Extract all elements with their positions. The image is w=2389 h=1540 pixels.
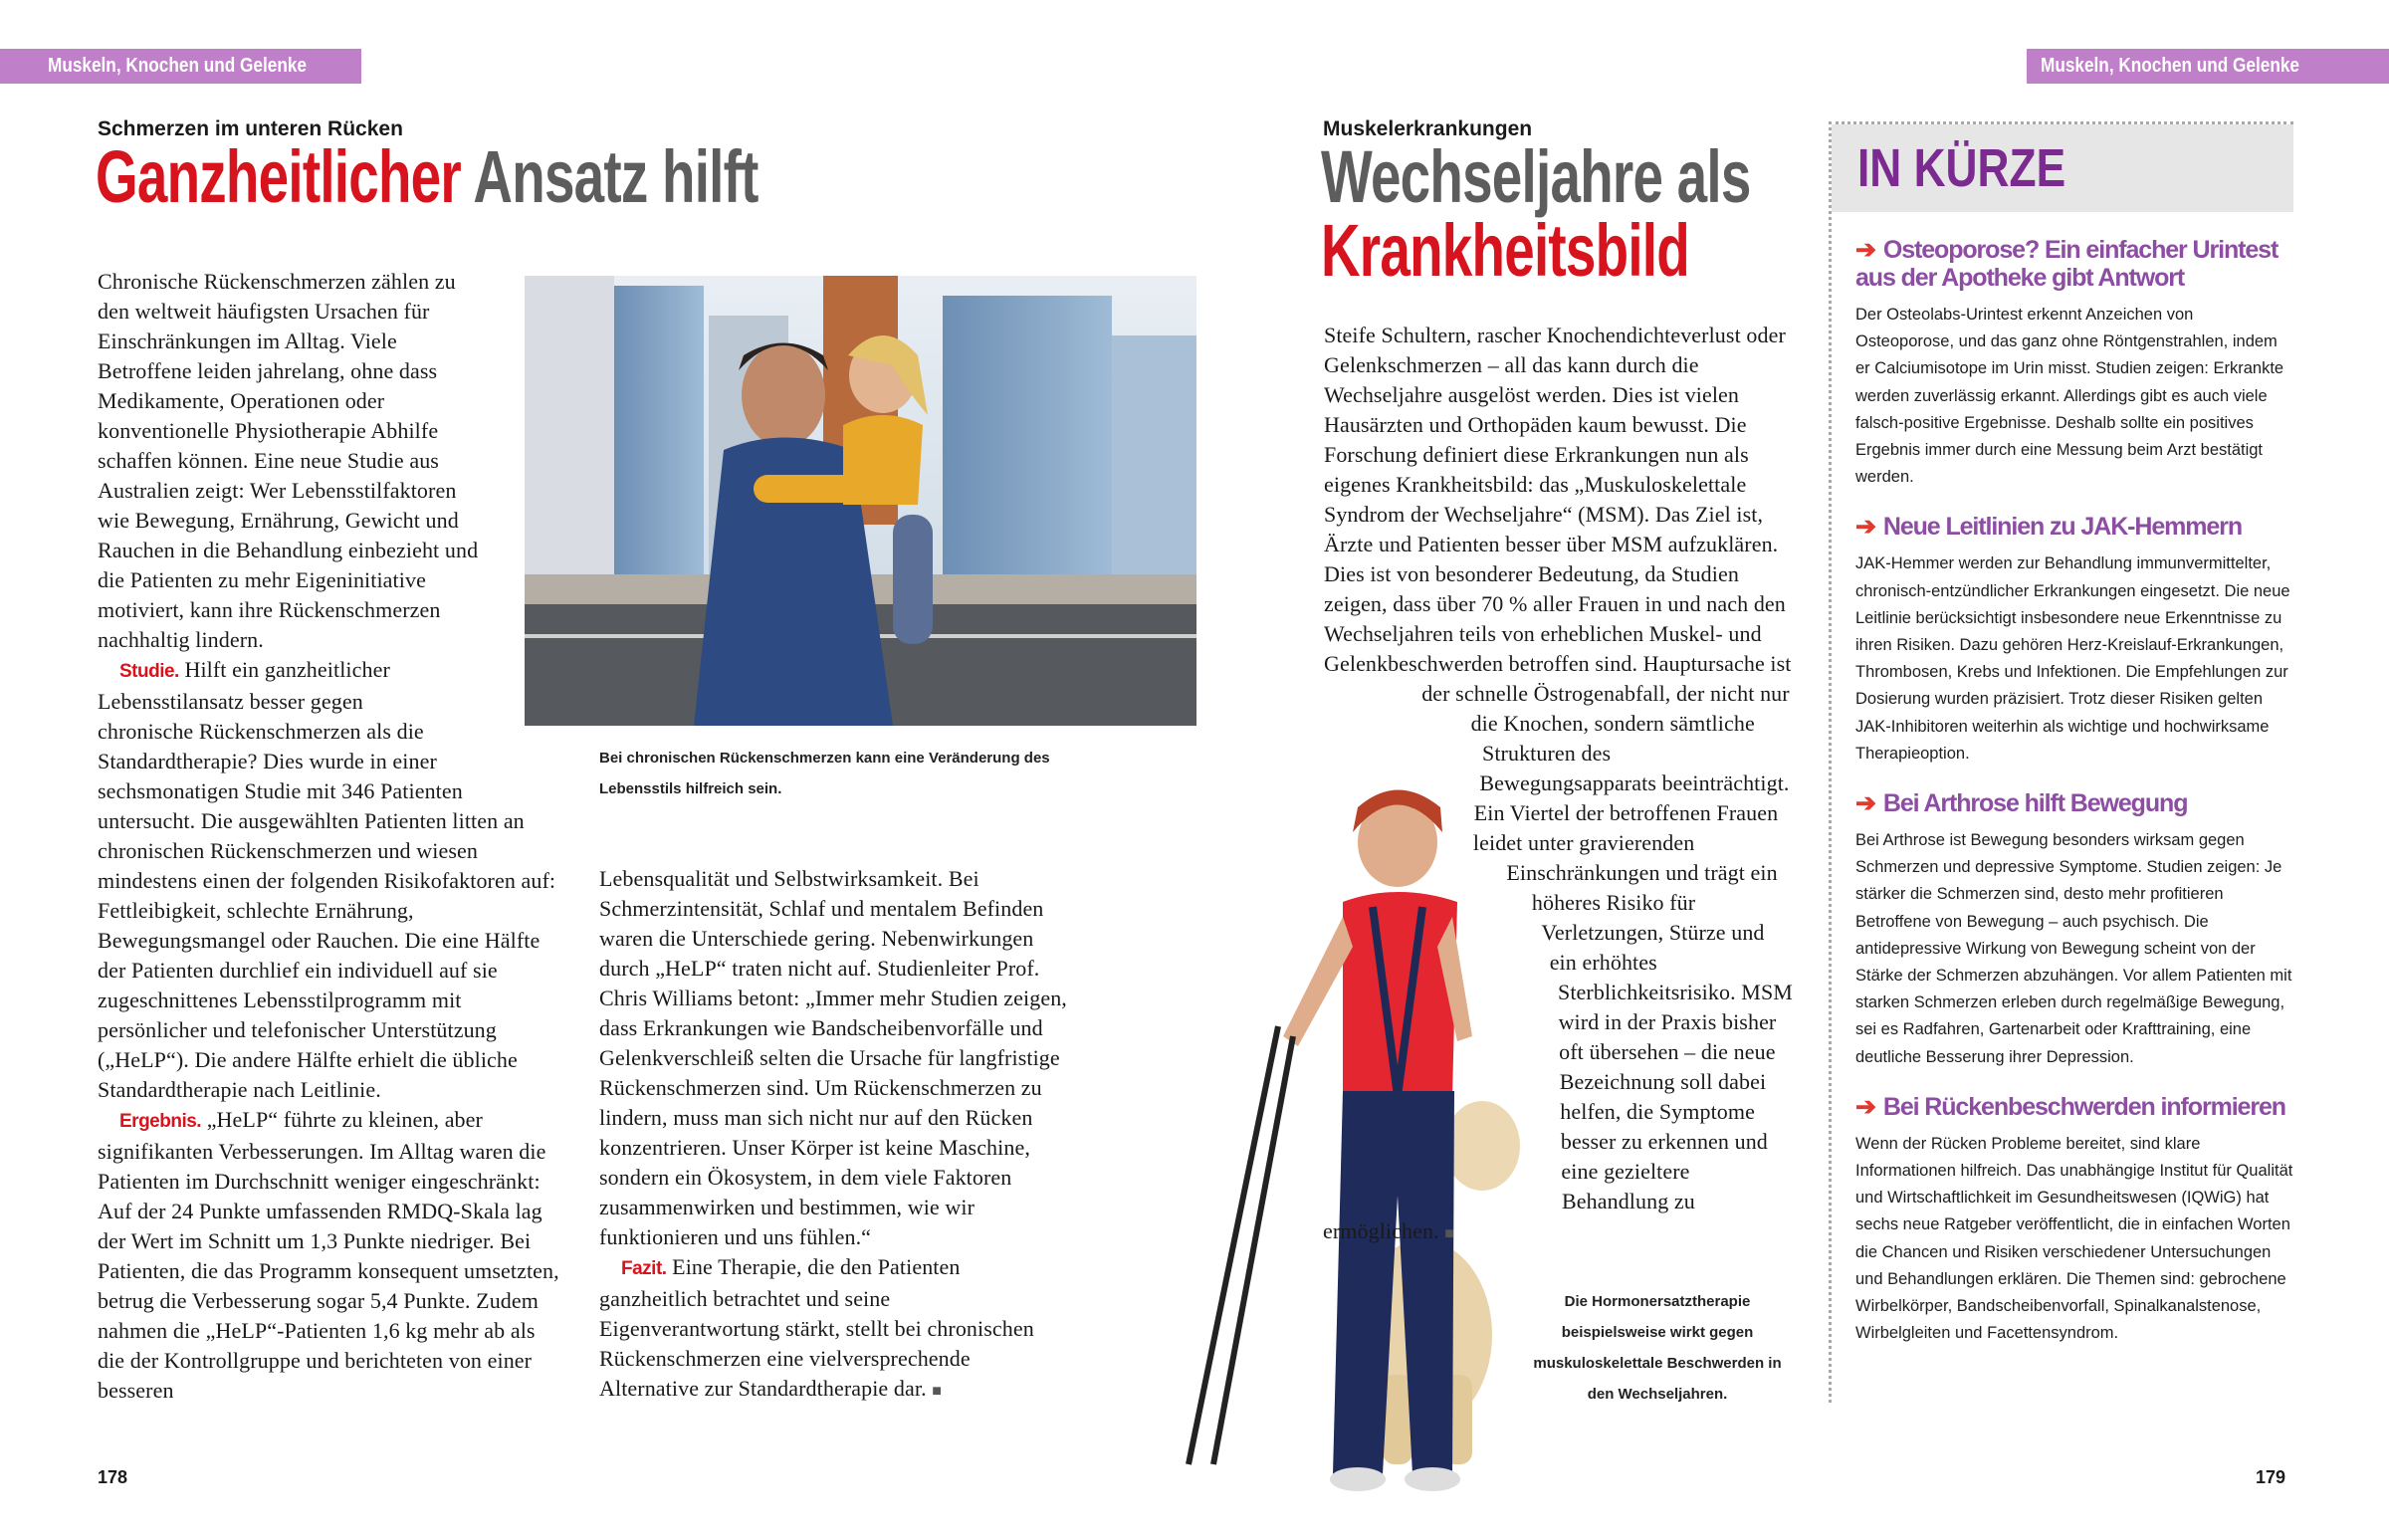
paragraph-continuation: Lebensqualität und Selbstwirksamkeit. Bei Schmerzintensität, Schlaf und mentalem Befinden waren die Unterschiede gering. Nebenwirkungen durch „HeLP“ traten nicht auf. Studienleiter Prof. Chris Williams betont: „Immer mehr Studien zeigen, dass Erkrankungen wie Bandscheibenvorfälle und Gelenkverschleiß selten die Ursache für langfristige Rückenschmerzen sind. Um Rückenschmerzen zu lindern, muss man sich nicht nur auf den Rücken konzentrieren. Unser Körper ist keine Maschine, sondern ein Ökosystem, in dem viele Faktoren zusammenwirken und bestimmen, wie wir funktionieren und uns fühlen.“ xyxy=(599,866,1067,1249)
paragraph-intro: Chronische Rückenschmerzen zählen zu den weltweit häufigsten Ursachen für Einschränkungen im Alltag. Viele Betroffene leiden jahrelang, ohne dass Medikamente, Operationen oder konventionelle Physiotherapie Abhilfe schaffen können. Eine neue Studie aus Australien zeigt: Wer Lebensstilfaktoren wie Bewegung, Ernährung, Gewicht und Rauchen in die Behandlung einbezieht und die Patienten zu mehr Eigeninitiative motiviert, kann ihre Rückenschmerzen nachhaltig lindern. xyxy=(98,269,479,652)
arrow-right-icon: ➔ xyxy=(1855,789,1875,818)
section-tag-left xyxy=(0,49,361,84)
section-tag-label: Muskeln, Knochen und Gelenke xyxy=(2041,55,2299,77)
photo-image xyxy=(525,276,1196,726)
news-item xyxy=(1855,789,2293,1071)
news-heading xyxy=(1855,236,2293,292)
photo-caption: Bei chronischen Rückenschmerzen kann eine Veränderung des Lebensstils hilfreich sein. xyxy=(599,750,1050,797)
news-text: Wenn der Rücken Probleme bereitet, sind klare Informationen hilfreich. Das unabhängige Institut für Qualität und Wirtschaftlichkeit im Gesundheitswesen (IQWiG) hat sechs neue Ratgeber veröffentlicht, die in einfachen Worten die Chancen und Risiken verschiedener Untersuchungen und Behandlungen erklären. Die Themen sind: gebrochene Wirbelkörper, Bandscheibenvorfall, Spinalkanalstenose, Wirbelgleiten und Facettensyndrom. xyxy=(1855,1134,2293,1343)
section-tag-right xyxy=(2027,49,2389,84)
paragraph-text: Hilft ein ganzheitlicher Lebensstilansatz besser gegen chronische Rückenschmerzen als die Standardtherapie? Dies wurde in einer sechsmonatigen Studie mit 346 Patienten untersucht. Die ausgewählten Patienten litten an chronischen Rückenschmerzen und wiesen mindestens einen der folgenden Risikofaktoren auf: Fettleibigkeit, schlechte Ernährung, Bewegungsmangel oder Rauchen. Die eine Hälfte der Patienten durchlief ein individuell auf sie zugeschnittenes Lebensstilprogramm mit persönlicher und telefonischer Unterstützung („HeLP“). Die andere Hälfte erhielt die übliche Standardtherapie nach Leitlinie. xyxy=(98,657,556,1102)
photo-father-daughter xyxy=(525,276,1196,726)
news-text: JAK-Hemmer werden zur Behandlung immunvermittelter, chronisch-entzündlicher Erkrankungen eingesetzt. Die neue Leitlinie berücksichtigt insbesondere neue Erkenntnisse zu ihren Risiken. Dazu gehören Herz-Kreislauf-Erkrankungen, Thrombosen, Krebs und Infektionen. Die Empfehlungen zur Dosierung wurden präzisiert. Trotz dieser Risiken gelten JAK-Inhibitoren weiterhin als wichtige und hochwirksame Therapieoption. xyxy=(1855,554,2290,763)
lead-ergebnis: Ergebnis. xyxy=(119,1111,202,1132)
page-number-left: 178 xyxy=(98,1467,128,1487)
arrow-right-icon: ➔ xyxy=(1855,513,1875,542)
headline-gray: Ansatz hilft xyxy=(473,135,759,218)
news-item xyxy=(1855,236,2293,491)
end-mark-icon: ■ xyxy=(1444,1225,1455,1242)
article-kicker: Schmerzen im unteren Rücken xyxy=(98,117,403,140)
article-headline xyxy=(96,135,759,218)
paragraph-text: „HeLP“ führte zu kleinen, aber signifikanten Verbesserungen. Im Alltag waren die Patienten im Durchschnitt weniger eingeschränkt: Auf der 24 Punkte umfassenden RMDQ-Skala lag der Wert im Schnitt um 1,3 Punkte niedriger. Bei Patienten, die das Programm konsequent umsetzten, betrug die Verbesserung sogar 5,4 Punkte. Zudem nahmen die „HeLP“-Patienten 1,6 kg mehr ab als die der Kontrollgruppe und berichteten von einer besseren xyxy=(98,1107,559,1403)
in-kuerze-list xyxy=(1832,212,2293,1348)
article-kicker: Muskelerkrankungen xyxy=(1323,117,1533,140)
news-text: Bei Arthrose ist Bewegung besonders wirksam gegen Schmerzen und depressive Symptome. Studien zeigen: Je stärker die Schmerzen sind, desto mehr profitieren Betroffene von Bewegung – auch psychisch. Die antidepressive Wirkung von Bewegung scheint von der Stärke der Schmerzen abzuhängen. Vor allem Patienten mit starken Schmerzen erleben durch regelmäßige Bewegung, sei es Radfahren, Gartenarbeit oder Krafttraining, eine deutliche Besserung ihrer Depression. xyxy=(1855,831,2292,1066)
paragraph-fazit xyxy=(599,1252,1072,1407)
in-kuerze-title: IN KÜRZE xyxy=(1857,138,2066,198)
end-mark-icon: ■ xyxy=(932,1383,943,1400)
headline-gray: Wechseljahre als xyxy=(1321,135,1751,218)
in-kuerze-box xyxy=(1829,121,2293,1403)
news-heading xyxy=(1855,789,2293,817)
news-item xyxy=(1855,513,2293,768)
paragraph-text: Eine Therapie, die den Patienten ganzheitlich betrachtet und seine Eigenverantwortung stärkt, stellt bei chronischen Rückenschmerzen eine vielversprechende Alternative zur Standardtherapie dar. xyxy=(599,1254,1034,1401)
paragraph-ergebnis xyxy=(98,1105,565,1406)
arrow-right-icon: ➔ xyxy=(1855,236,1875,264)
lead-fazit: Fazit. xyxy=(621,1258,667,1279)
article-body-column-1 xyxy=(98,267,565,1406)
arrow-right-icon: ➔ xyxy=(1855,1092,1875,1121)
lead-studie: Studie. xyxy=(119,661,179,682)
news-heading-text: Bei Rückenbeschwerden informieren xyxy=(1882,1092,2285,1121)
news-heading-text: Osteoporose? Ein einfacher Urintest aus der Apotheke gibt Antwort xyxy=(1855,236,2279,292)
photo-caption: Die Hormonersatztherapie beispielsweise wirkt gegen muskuloskelettale Beschwerden in den Wechseljahren. xyxy=(1533,1293,1782,1403)
news-heading-text: Bei Arthrose hilft Bewegung xyxy=(1882,789,2188,818)
article-body-column-2 xyxy=(599,864,1072,1407)
paragraph-text: Steife Schultern, rascher Knochendichteverlust oder Gelenkschmerzen – all das kann durch die Wechseljahre ausgelöst werden. Dies ist vielen Hausärzten und Orthopäden kaum bewusst. Die Forschung definiert diese Erkrankungen nun als eigenes Krankheitsbild: das „Muskuloskelettale Syndrom der Wechseljahre“ (MSM). Das Ziel ist, Ärzte und Patienten besser über MSM aufzuklären. Dies ist von besonderer Bedeutung, da Studien zeigen, dass über 70 % aller Frauen in und nach den Wechseljahren teils von erheblichen Muskel- und Gelenkbeschwerden betroffen sind. Hauptursache ist der schnelle Östrogenabfall, der nicht nur die Knochen, sondern sämtliche Strukturen des Bewegungsapparats beeinträchtigt. Ein Viertel der betroffenen Frauen leidet unter gravierenden Einschränkungen und trägt ein höheres Risiko für Verletzungen, Stürze und ein erhöhtes Sterblichkeitsrisiko. MSM wird in der Praxis bisher oft übersehen – die neue Bezeichnung soll dabei helfen, die Symptome besser zu erkennen und eine gezieltere Behandlung zu ermöglichen. xyxy=(1323,323,1793,1243)
news-item xyxy=(1855,1093,2293,1348)
in-kuerze-header xyxy=(1832,124,2293,212)
news-heading-text: Neue Leitlinien zu JAK-Hemmern xyxy=(1882,513,2242,542)
page-number-right: 179 xyxy=(2256,1467,2286,1487)
news-text: Der Osteolabs-Urintest erkennt Anzeichen von Osteoporose, und das ganz ohne Röntgenstrahlen, indem er Calciumisotope im Urin misst. Studien zeigen: Erkrankte werden zuverlässig erkannt. Allerdings gibt es auch viele falsch-positive Ergebnisse. Deshalb sollte ein positives Ergebnis immer durch eine Messung beim Arzt bestätigt werden. xyxy=(1855,306,2284,487)
headline-red: Ganzheitlicher xyxy=(96,135,461,218)
section-tag-label: Muskeln, Knochen und Gelenke xyxy=(48,55,307,77)
news-heading xyxy=(1855,513,2293,541)
news-heading xyxy=(1855,1093,2293,1121)
headline-red: Krankheitsbild xyxy=(1321,209,1689,292)
article-body-right xyxy=(1323,321,1793,1249)
